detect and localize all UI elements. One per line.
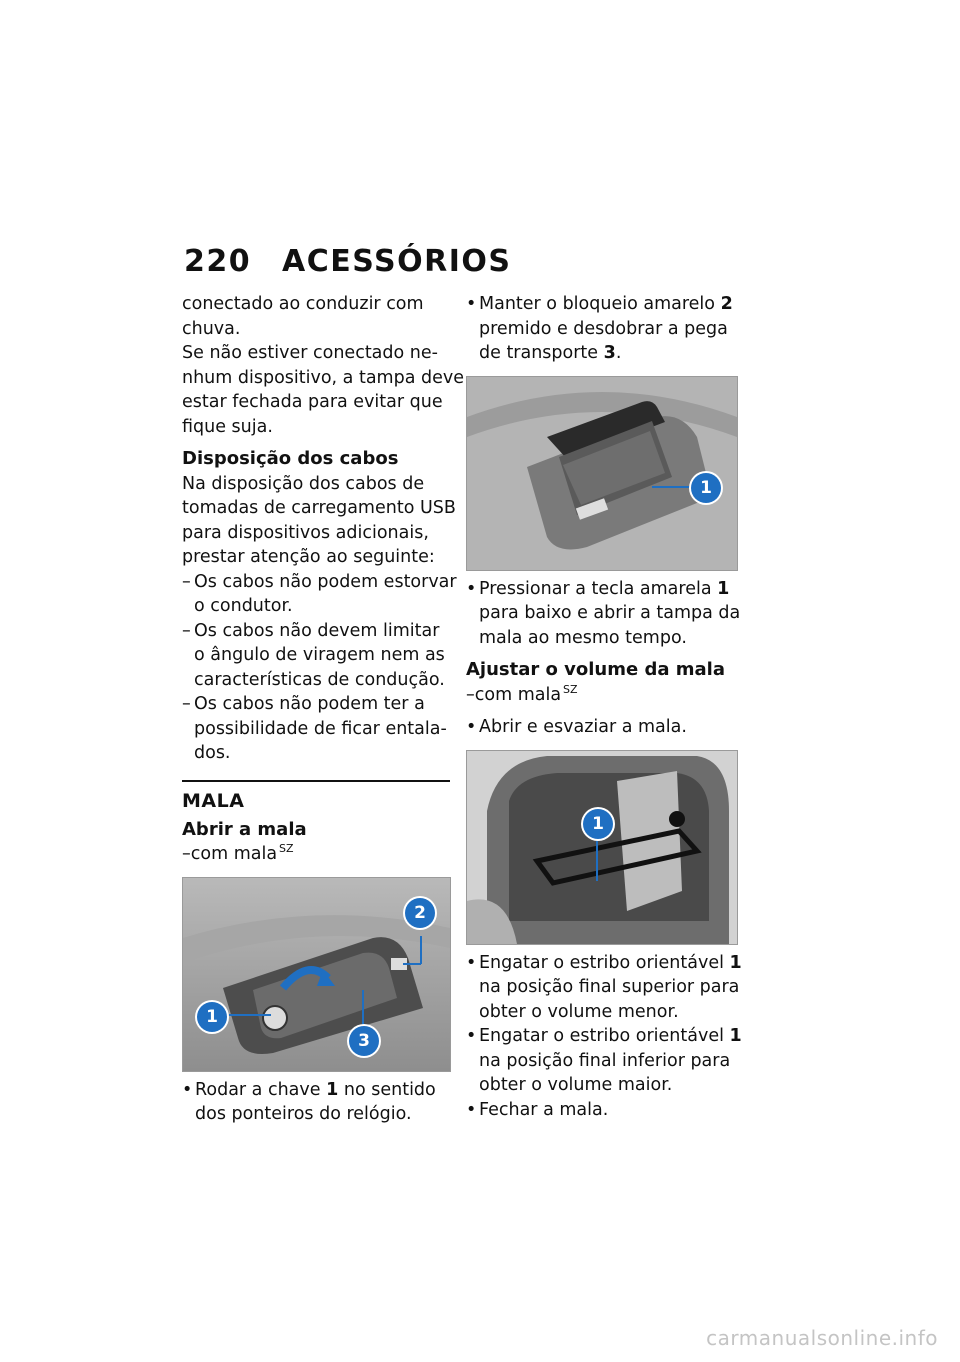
step-item [466, 951, 742, 1025]
step-line: obter o volume menor. [479, 1001, 679, 1022]
step-line: dos ponteiros do relógio. [195, 1104, 412, 1124]
step-line: na posição final inferior para [479, 1050, 731, 1071]
figure-case-lock [182, 877, 451, 1072]
step-item [466, 715, 734, 740]
figure-carry-handle [466, 376, 738, 571]
section-title: MALA [182, 789, 245, 812]
text-line: conectado ao conduzir com [182, 294, 424, 314]
step-line: Fechar a mala. [479, 1099, 609, 1120]
page-number: 220 [184, 244, 252, 279]
list-item-line: Os cabos não podem estorvar [194, 571, 457, 592]
step-line: premido e desdobrar a pega [479, 318, 728, 339]
bullet-marker: • [466, 1026, 477, 1046]
callout-marker: 3 [349, 1026, 379, 1056]
text-line: prestar atenção ao seguinte: [182, 547, 435, 567]
callout-marker: 1 [691, 473, 721, 503]
text-line: chuva. [182, 318, 241, 339]
step-item [466, 1098, 734, 1123]
step-line: na posição final superior para [479, 977, 740, 997]
step-line: obter o volume maior. [479, 1075, 673, 1095]
bullet-marker: • [182, 1079, 193, 1100]
option-code: SZ [563, 682, 578, 696]
step-line [195, 1078, 450, 1103]
bullet-marker: • [466, 578, 477, 599]
list-item [182, 570, 457, 619]
step-line: mala ao mesmo tempo. [479, 627, 687, 648]
section-divider [182, 780, 450, 782]
figure-case-interior [466, 750, 738, 945]
callout-marker: 1 [197, 1002, 227, 1032]
list-item [182, 692, 450, 766]
step-line [479, 951, 742, 976]
option-code: SZ [279, 842, 294, 855]
step-text: no sentido [343, 1079, 436, 1100]
step-text: Pressionar a tecla amarela [479, 578, 712, 599]
list-item-line: Os cabos não podem ter a [194, 694, 425, 714]
left-column [182, 292, 464, 1127]
step-text: Manter o bloqueio amarelo [479, 294, 715, 314]
cables-heading: Disposição dos cabos [182, 448, 399, 469]
step-line [479, 577, 734, 602]
step-line [479, 1024, 742, 1049]
list-item-line: possibilidade de ficar entala- [194, 718, 447, 739]
text-line: tomadas de carregamento USB [182, 498, 456, 518]
step-item [466, 292, 734, 366]
callout-ref: 1 [326, 1079, 339, 1100]
step-text: Engatar o estribo orientável [479, 1026, 724, 1046]
condition-text: com mala [474, 684, 562, 705]
step-item [466, 577, 741, 651]
bullet-marker: • [466, 1099, 477, 1120]
step-line [479, 292, 734, 317]
callout-marker: 1 [583, 809, 613, 839]
text-line: nhum dispositivo, a tampa deve [182, 367, 464, 388]
text-line: fique suja. [182, 416, 273, 437]
carry-handle-illustration [467, 377, 737, 570]
list-item-line: características de condução. [194, 669, 445, 690]
condition-line [182, 842, 450, 867]
callout-ref: 1 [729, 1026, 742, 1046]
list-item-line: o ângulo de viragem nem as [194, 645, 445, 665]
text-line: estar fechada para evitar que [182, 392, 443, 412]
step-text: Rodar a chave [195, 1079, 321, 1100]
step-text: . [615, 343, 622, 363]
dash-marker: – [182, 571, 191, 592]
step-text: de transporte [479, 343, 599, 363]
list-item [182, 619, 450, 693]
dash-marker: – [182, 844, 191, 864]
open-case-heading: Abrir a mala [182, 818, 307, 840]
callout-ref: 2 [720, 294, 733, 314]
step-line: para baixo e abrir a tampa da [479, 603, 741, 623]
dash-marker: – [182, 620, 191, 641]
watermark: carmanualsonline.info [706, 1326, 938, 1350]
callout-marker: 2 [405, 898, 435, 928]
bullet-marker: • [466, 717, 477, 737]
bullet-marker: • [466, 952, 477, 973]
volume-heading: Ajustar o volume da mala [466, 659, 725, 680]
step-text: Engatar o estribo orientável [479, 952, 724, 973]
list-item-line: dos. [194, 743, 231, 763]
list-item-line: o condutor. [194, 596, 293, 616]
right-column [466, 292, 742, 1122]
dash-marker: – [466, 684, 475, 705]
callout-ref: 1 [717, 578, 730, 599]
chapter-title: ACESSÓRIOS [282, 244, 512, 279]
list-item-line: Os cabos não devem limitar [194, 620, 440, 641]
step-line: Abrir e esvaziar a mala. [479, 717, 687, 737]
text-line: Na disposição dos cabos de [182, 473, 425, 494]
condition-text: com mala [190, 844, 278, 864]
step-item [466, 1024, 742, 1098]
callout-ref: 1 [729, 952, 742, 973]
condition-line [466, 683, 734, 708]
step-item [182, 1078, 450, 1127]
text-line: para dispositivos adicionais, [182, 522, 429, 543]
case-interior-illustration [467, 751, 737, 944]
callout-ref: 3 [603, 343, 616, 363]
text-line: Se não estiver conectado ne- [182, 343, 438, 363]
step-line [479, 341, 734, 366]
bullet-marker: • [466, 294, 477, 314]
dash-marker: – [182, 694, 191, 714]
